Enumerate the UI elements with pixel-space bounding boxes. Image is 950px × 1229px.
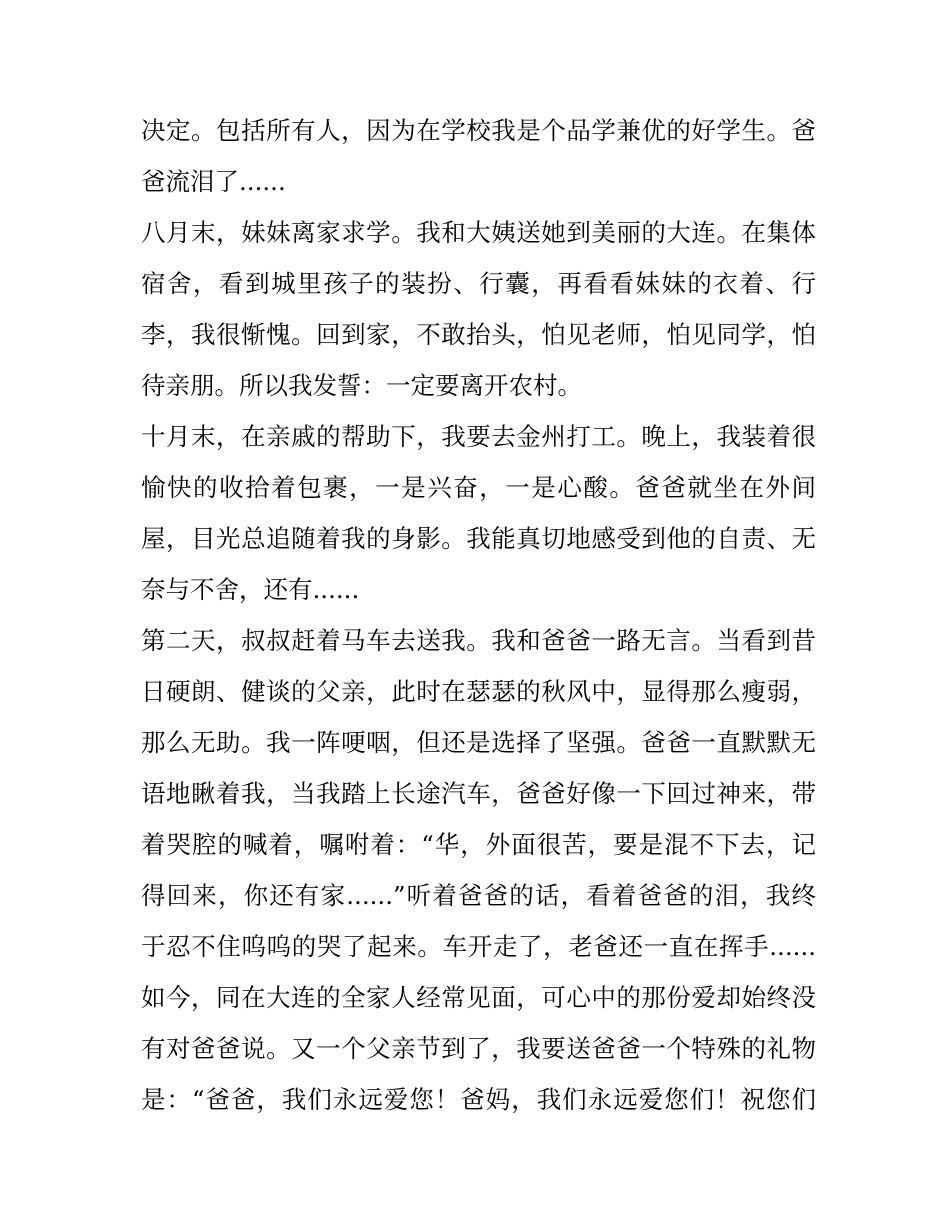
text-line: 宿舍，看到城里孩子的装扮、行囊，再看看妹妹的衣着、行 [141,269,816,298]
text-line: 着哭腔的喊着，嘱咐着：“华，外面很苦，要是混不下去，记 [141,830,816,859]
text-line: 语地瞅着我，当我踏上长途汽车，爸爸好像一下回过神来，带 [141,779,816,808]
text-line: 李，我很惭愧。回到家，不敢抬头，怕见老师，怕见同学，怕 [141,320,816,349]
text-line: 日硬朗、健谈的父亲，此时在瑟瑟的秋风中，显得那么瘦弱， [141,677,816,706]
text-line: 于忍不住呜呜的哭了起来。车开走了，老爸还一直在挥手...... [141,932,816,961]
text-line: 愉快的收拾着包裹，一是兴奋，一是心酸。爸爸就坐在外间 [141,473,816,502]
text-line: 八月末，妹妹离家求学。我和大姨送她到美丽的大连。在集体 [141,218,816,247]
text-line: 奈与不舍，还有...... [141,575,360,604]
text-line: 屋，目光总追随着我的身影。我能真切地感受到他的自责、无 [141,524,816,553]
text-line: 决定。包括所有人，因为在学校我是个品学兼优的好学生。爸 [141,116,816,145]
text-line: 得回来，你还有家......”听着爸爸的话，看着爸爸的泪，我终 [141,881,816,910]
text-line: 十月末，在亲戚的帮助下，我要去金州打工。晚上，我装着很 [141,422,816,451]
text-line: 有对爸爸说。又一个父亲节到了，我要送爸爸一个特殊的礼物 [141,1034,816,1063]
text-line: 爸流泪了...... [141,167,286,196]
text-line: 那么无助。我一阵哽咽，但还是选择了坚强。爸爸一直默默无 [141,728,816,757]
text-line: 待亲朋。所以我发誓：一定要离开农村。 [141,371,582,400]
text-line: 第二天，叔叔赶着马车去送我。我和爸爸一路无言。当看到昔 [141,626,816,655]
text-line: 是：“爸爸，我们永远爱您！爸妈，我们永远爱您们！祝您们 [141,1085,816,1114]
document-body [141,111,816,1131]
text-line: 如今，同在大连的全家人经常见面，可心中的那份爱却始终没 [141,983,816,1012]
